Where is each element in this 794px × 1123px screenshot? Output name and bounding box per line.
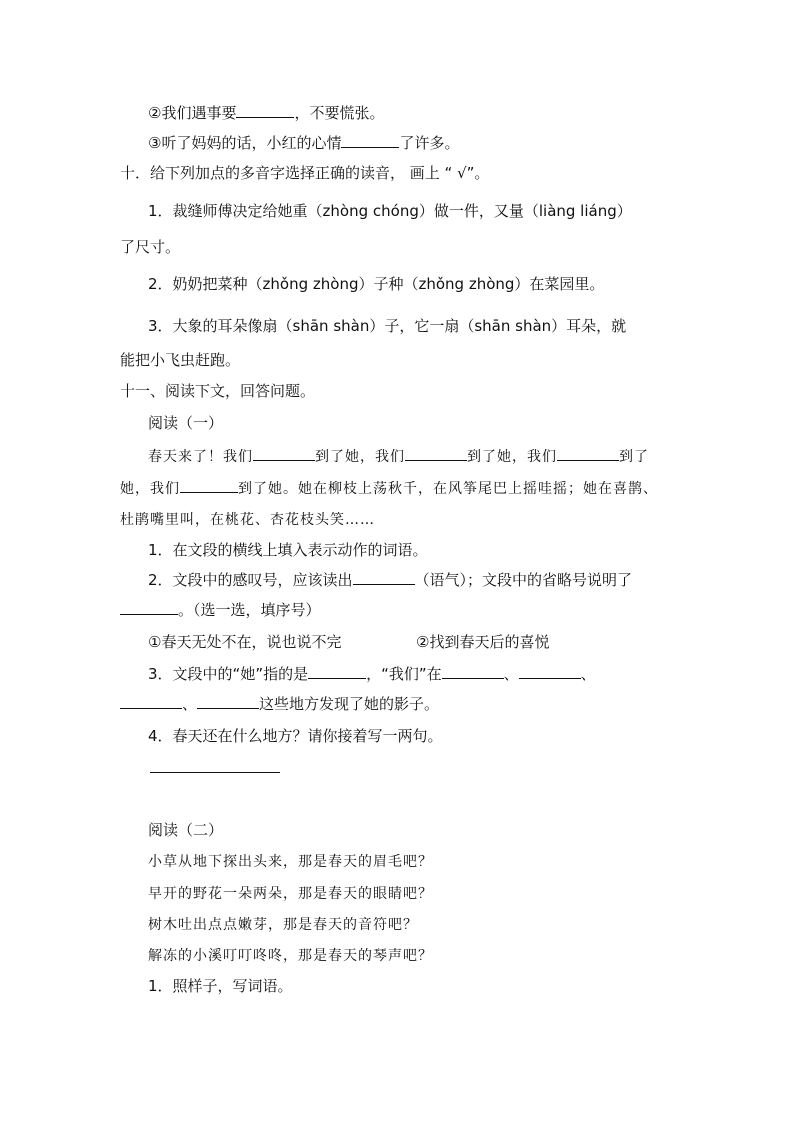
q10-3-line1: 3．大象的耳朵像扇（shān shàn）子，它一扇（shān shàn）耳朵，就	[148, 317, 627, 335]
q10-1-line1: 1．裁缝师傅决定给她重（zhòng chóng）做一件，又量（liàng liáng）	[148, 202, 632, 220]
reading-2-heading: 阅读（二）	[148, 821, 224, 839]
reading-1-q2-line2: 。（选一选，填序号）	[120, 600, 321, 620]
answer-line[interactable]	[150, 772, 280, 773]
section-11-title: 十一、阅读下文，回答问题。	[120, 382, 316, 400]
reading-1-q4: 4．春天还在什么地方？请你接着写一两句。	[148, 727, 443, 745]
reading-1-para-line3: 杜鹃嘴里叫，在桃花、杏花枝头笑……	[120, 512, 375, 528]
fill-blank[interactable]	[341, 133, 399, 148]
item-9-3: ③听了妈妈的话，小红的心情 了许多。	[148, 134, 460, 152]
fill-blank[interactable]	[308, 664, 366, 679]
section-10-title: 十．给下列加点的多音字选择正确的读音， 画上 “ √”。	[120, 164, 490, 182]
reading-1-para-line1: 春天来了！我们 到了她，我们 到了她，我们 到了	[148, 446, 649, 467]
reading-1-q3-line1: 3．文段中的“她”指的是 ，“我们”在 、 、	[148, 665, 596, 683]
fill-blank[interactable]	[519, 664, 581, 679]
fill-blank[interactable]	[405, 446, 467, 461]
reading-2-poem-line4: 解冻的小溪叮叮咚咚，那是春天的琴声吧？	[148, 948, 433, 964]
reading-1-heading: 阅读（一）	[148, 414, 224, 432]
fill-blank[interactable]	[353, 570, 415, 585]
reading-2-poem-line2: 早开的野花一朵两朵，那是春天的眼睛吧？	[148, 886, 433, 902]
reading-2-poem-line3: 树木吐出点点嫩芽，那是春天的音符吧？	[148, 917, 418, 933]
item-9-2: ②我们遇事要 ，不要慌张。	[148, 104, 385, 122]
fill-blank[interactable]	[120, 694, 182, 709]
fill-blank[interactable]	[197, 694, 259, 709]
fill-blank[interactable]	[253, 446, 315, 461]
reading-1-q2-line1: 2．文段中的感叹号，应该读出 （语气）；文段中的省略号说明了	[148, 571, 633, 589]
fill-blank[interactable]	[557, 446, 619, 461]
reading-1-option-1: ①春天无处不在，说也说不完	[148, 633, 342, 651]
q10-3-line2: 能把小飞虫赶跑。	[120, 351, 241, 369]
q10-2: 2．奶奶把菜种（zhǒng zhòng）子种（zhǒng zhòng）在菜园里。	[148, 275, 605, 293]
reading-2-q1: 1．照样子，写词语。	[148, 977, 293, 995]
reading-2-poem-line1: 小草从地下探出头来，那是春天的眉毛吧？	[148, 854, 433, 870]
fill-blank[interactable]	[442, 664, 504, 679]
fill-blank[interactable]	[236, 103, 294, 118]
fill-blank[interactable]	[120, 600, 178, 615]
reading-1-q1: 1．在文段的横线上填入表示动作的词语。	[148, 541, 428, 559]
reading-1-para-line2: 她，我们 到了她。她在柳枝上荡秋千，在风筝尾巴上摇哇摇；她在喜鹊、	[120, 478, 658, 499]
reading-1-option-2: ②找到春天后的喜悦	[416, 633, 550, 651]
q10-1-line2: 了尺寸。	[120, 238, 181, 256]
fill-blank[interactable]	[180, 478, 238, 493]
reading-1-q3-line2: 、 这些地方发现了她的影子。	[120, 694, 439, 714]
